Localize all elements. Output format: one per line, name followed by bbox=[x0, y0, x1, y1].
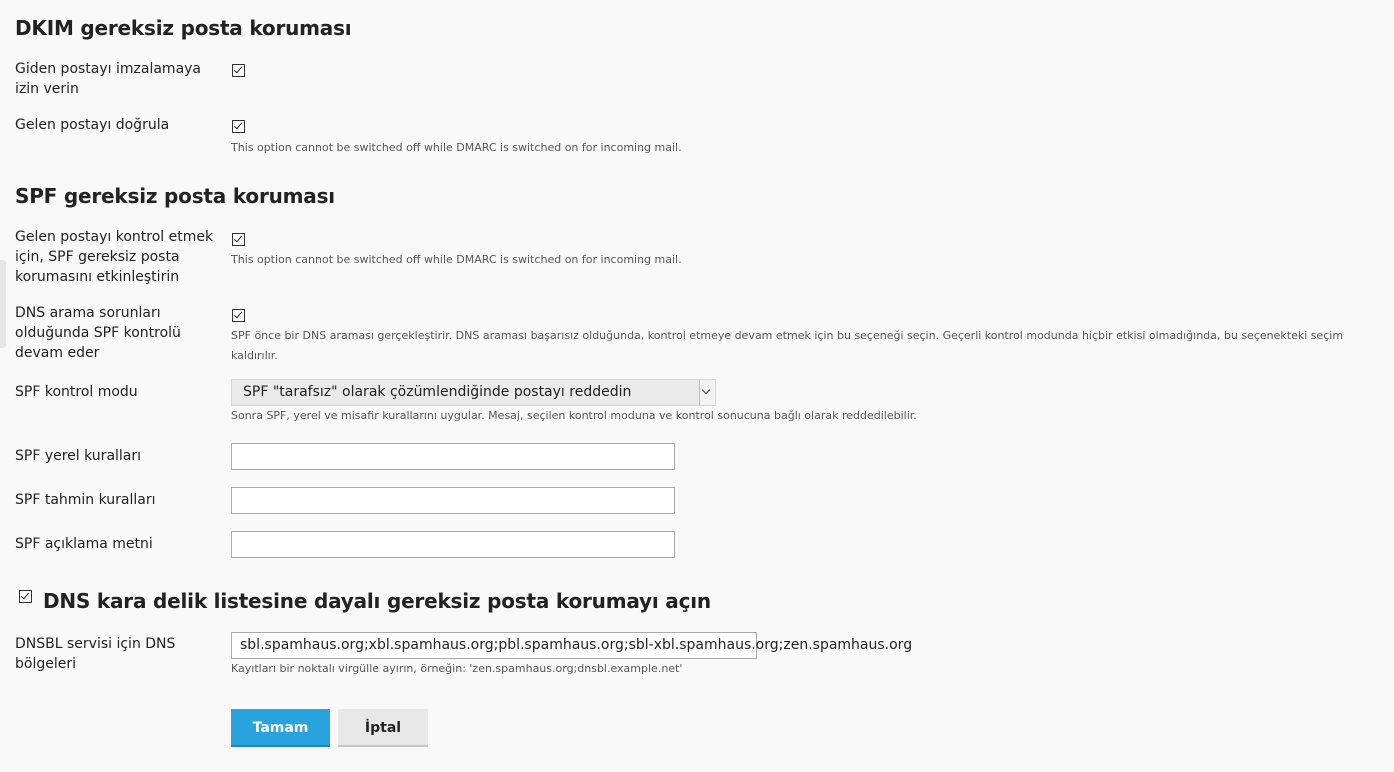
ok-button[interactable]: Tamam bbox=[231, 709, 330, 747]
spf-dns-fail-checkbox[interactable] bbox=[232, 309, 245, 322]
spf-local-rules-input[interactable] bbox=[231, 443, 675, 470]
dkim-sign-outgoing-checkbox[interactable] bbox=[232, 64, 245, 77]
spf-guess-rules-input[interactable] bbox=[231, 487, 675, 514]
dnsbl-zones-label: DNSBL servisi için DNS bölgeleri bbox=[15, 636, 176, 672]
spf-explanation-label: SPF açıklama metni bbox=[15, 536, 153, 552]
spf-dns-fail-hint: SPF önce bir DNS araması gerçekleştirir. DNS araması başarısız olduğunda, kontrol etmeye devam etmek için bu seçeneği seçin. Geçerli kontrol modunda hiçbir etkisi olmadığında, bu seçenekteki seçim kaldırılır. bbox=[231, 329, 1344, 362]
chevron-down-icon[interactable] bbox=[699, 380, 715, 405]
dkim-verify-incoming-label: Gelen postayı doğrula bbox=[15, 117, 170, 133]
spf-local-rules-label: SPF yerel kuralları bbox=[15, 448, 142, 464]
spf-guess-rules-label: SPF tahmin kuralları bbox=[15, 492, 156, 508]
side-panel-handle[interactable] bbox=[0, 260, 6, 348]
spf-mode-label: SPF kontrol modu bbox=[15, 384, 138, 400]
spf-dns-fail-label: DNS arama sorunları olduğunda SPF kontrolü devam eder bbox=[15, 305, 181, 361]
spf-enable-label: Gelen postayı kontrol etmek için, SPF gereksiz posta korumasını etkinleştirin bbox=[15, 229, 214, 285]
dnsbl-zones-input[interactable]: sbl.spamhaus.org;xbl.spamhaus.org;pbl.spamhaus.org;sbl-xbl.spamhaus.org;zen.spamhaus.org bbox=[231, 632, 757, 659]
dnsbl-section-title: DNS kara delik listesine dayalı gereksiz posta korumayı açın bbox=[43, 589, 711, 613]
dkim-sign-outgoing-label: Giden postayı imzalamaya izin verin bbox=[15, 61, 202, 97]
spf-mode-select[interactable] bbox=[231, 379, 716, 406]
dkim-verify-incoming-hint: This option cannot be switched off while DMARC is switched on for incoming mail. bbox=[231, 141, 682, 154]
dkim-verify-incoming-checkbox[interactable] bbox=[232, 120, 245, 133]
dnsbl-zones-hint: Kayıtları bir noktalı virgülle ayırın, örneğin: 'zen.spamhaus.org;dnsbl.example.net' bbox=[231, 662, 683, 675]
spf-mode-hint: Sonra SPF, yerel ve misafir kurallarını uygular. Mesaj, seçilen kontrol moduna ve kontrol sonucuna bağlı olarak reddedilebilir. bbox=[231, 409, 917, 422]
spf-explanation-input[interactable] bbox=[231, 531, 675, 558]
dnsbl-enable-checkbox[interactable] bbox=[19, 590, 32, 603]
dkim-section-title: DKIM gereksiz posta koruması bbox=[15, 16, 352, 40]
spf-enable-hint: This option cannot be switched off while DMARC is switched on for incoming mail. bbox=[231, 253, 682, 266]
spf-section-title: SPF gereksiz posta koruması bbox=[15, 184, 335, 208]
cancel-button[interactable]: İptal bbox=[338, 709, 428, 747]
spf-enable-checkbox[interactable] bbox=[232, 233, 245, 246]
spf-mode-selected-value: SPF "tarafsız" olarak çözümlendiğinde postayı reddedin bbox=[243, 384, 632, 400]
